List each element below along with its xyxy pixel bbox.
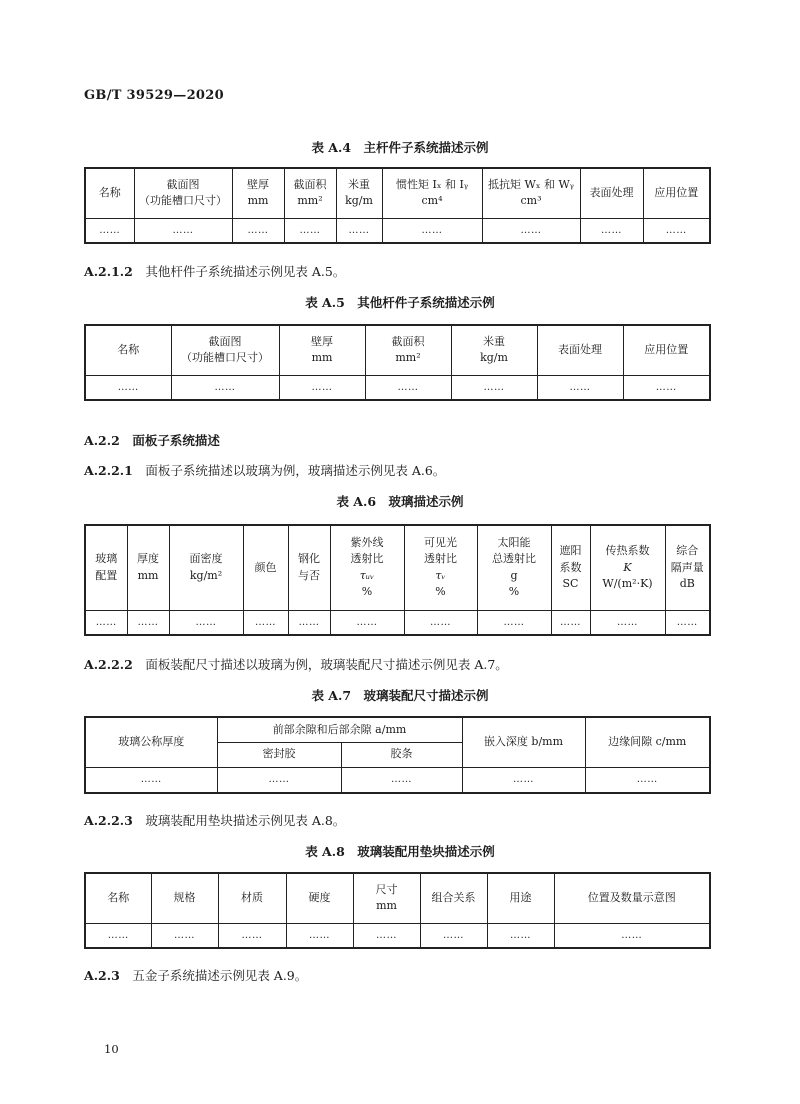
t7-cell: …… <box>462 767 585 793</box>
t7-header-sealant: 密封胶 <box>217 742 341 767</box>
t4-cell: …… <box>85 218 134 243</box>
t4-cell: …… <box>284 218 336 243</box>
table-a8 <box>84 872 711 949</box>
table-a6 <box>84 524 711 636</box>
t5-cell: …… <box>171 375 279 400</box>
t6-cell: …… <box>404 610 477 635</box>
table-a4-caption: 表 A.4 主杆件子系统描述示例 <box>311 140 489 155</box>
t8-cell: …… <box>420 923 487 948</box>
t6-header-sound: 综合 隔声量 dB <box>665 525 710 610</box>
t4-header-section: 截面图 （功能槽口尺寸） <box>134 168 232 218</box>
t6-cell: …… <box>288 610 330 635</box>
t4-cell: …… <box>643 218 710 243</box>
t6-header-density: 面密度 kg/m² <box>169 525 243 610</box>
t6-header-config: 玻璃 配置 <box>85 525 127 610</box>
t6-cell: …… <box>590 610 665 635</box>
para-a2-1-2: A.2.1.2 其他杆件子系统描述示例见表 A.5。 <box>84 264 346 279</box>
standard-number: GB/T 39529—2020 <box>84 88 224 103</box>
t6-cell: …… <box>477 610 551 635</box>
t6-cell: …… <box>85 610 127 635</box>
t4-header-area: 截面积 mm² <box>284 168 336 218</box>
table-row <box>85 610 710 635</box>
t7-header-gasket: 胶条 <box>341 742 462 767</box>
t4-cell: …… <box>232 218 284 243</box>
t4-header-name: 名称 <box>85 168 134 218</box>
t6-header-solar: 太阳能 总透射比 g % <box>477 525 551 610</box>
t8-cell: …… <box>218 923 286 948</box>
table-a5 <box>84 324 711 401</box>
table-a8-caption: 表 A.8 玻璃装配用垫块描述示例 <box>305 844 495 859</box>
t7-header-edge-gap: 边缘间隙 c/mm <box>585 717 710 767</box>
t8-cell: …… <box>487 923 554 948</box>
t4-cell: …… <box>580 218 643 243</box>
para-a2-3: A.2.3 五金子系统描述示例见表 A.9。 <box>84 968 308 983</box>
t6-cell: …… <box>243 610 288 635</box>
t7-cell: …… <box>85 767 217 793</box>
table-a4 <box>84 167 711 244</box>
t8-header-hardness: 硬度 <box>286 873 353 923</box>
t8-header-spec: 规格 <box>151 873 218 923</box>
t5-cell: …… <box>451 375 537 400</box>
t8-cell: …… <box>286 923 353 948</box>
t5-header-name: 名称 <box>85 325 171 375</box>
t8-header-usage: 用途 <box>487 873 554 923</box>
t8-header-material: 材质 <box>218 873 286 923</box>
t5-header-surface: 表面处理 <box>537 325 623 375</box>
t8-cell: …… <box>554 923 710 948</box>
t4-header-position: 应用位置 <box>643 168 710 218</box>
t4-header-surface: 表面处理 <box>580 168 643 218</box>
table-row <box>85 218 710 243</box>
t8-header-size: 尺寸 mm <box>353 873 420 923</box>
para-a2-2-3: A.2.2.3 玻璃装配用垫块描述示例见表 A.8。 <box>84 813 346 828</box>
t5-header-thickness: 壁厚 mm <box>279 325 365 375</box>
t4-cell: …… <box>382 218 482 243</box>
table-row <box>85 767 710 793</box>
t6-cell: …… <box>127 610 169 635</box>
para-a2-2-2: A.2.2.2 面板装配尺寸描述以玻璃为例，玻璃装配尺寸描述示例见表 A.7。 <box>84 657 508 672</box>
table-a5-caption: 表 A.5 其他杆件子系统描述示例 <box>305 295 495 310</box>
t4-header-weight: 米重 kg/m <box>336 168 382 218</box>
t8-header-location: 位置及数量示意图 <box>554 873 710 923</box>
t7-cell: …… <box>341 767 462 793</box>
t5-cell: …… <box>537 375 623 400</box>
table-a6-caption: 表 A.6 玻璃描述示例 <box>336 494 464 509</box>
table-row <box>85 375 710 400</box>
t4-header-modulus: 抵抗矩 Wₓ 和 Wᵧ cm³ <box>482 168 580 218</box>
t5-cell: …… <box>365 375 451 400</box>
t5-header-weight: 米重 kg/m <box>451 325 537 375</box>
t4-header-inertia: 惯性矩 Iₓ 和 Iᵧ cm⁴ <box>382 168 482 218</box>
t6-cell: …… <box>665 610 710 635</box>
t6-cell: …… <box>330 610 404 635</box>
t7-cell: …… <box>585 767 710 793</box>
t8-header-name: 名称 <box>85 873 151 923</box>
t6-header-color: 颜色 <box>243 525 288 610</box>
t5-cell: …… <box>85 375 171 400</box>
t6-header-visible: 可见光 透射比 τᵥ % <box>404 525 477 610</box>
table-row <box>85 923 710 948</box>
t6-cell: …… <box>551 610 590 635</box>
t8-cell: …… <box>151 923 218 948</box>
t4-cell: …… <box>134 218 232 243</box>
t4-cell: …… <box>482 218 580 243</box>
t5-cell: …… <box>623 375 710 400</box>
t6-header-tempered: 钢化 与否 <box>288 525 330 610</box>
t7-cell: …… <box>217 767 341 793</box>
t5-header-position: 应用位置 <box>623 325 710 375</box>
t6-header-shading: 遮阳 系数 SC <box>551 525 590 610</box>
t8-header-combination: 组合关系 <box>420 873 487 923</box>
t4-cell: …… <box>336 218 382 243</box>
t7-header-clearance: 前部余隙和后部余隙 a/mm <box>217 717 462 742</box>
t8-cell: …… <box>85 923 151 948</box>
table-a7 <box>84 716 711 794</box>
para-a2-2-1: A.2.2.1 面板子系统描述以玻璃为例，玻璃描述示例见表 A.6。 <box>84 463 446 478</box>
t5-header-area: 截面积 mm² <box>365 325 451 375</box>
t7-header-embed-depth: 嵌入深度 b/mm <box>462 717 585 767</box>
t6-header-uv: 紫外线 透射比 τᵤᵥ % <box>330 525 404 610</box>
page-number: 10 <box>104 1042 119 1056</box>
table-a7-caption: 表 A.7 玻璃装配尺寸描述示例 <box>311 688 489 703</box>
t5-cell: …… <box>279 375 365 400</box>
t8-cell: …… <box>353 923 420 948</box>
t5-header-section: 截面图 （功能槽口尺寸） <box>171 325 279 375</box>
t6-header-heat: 传热系数 K W/(m²·K) <box>590 525 665 610</box>
t6-cell: …… <box>169 610 243 635</box>
t6-header-thickness: 厚度 mm <box>127 525 169 610</box>
heading-a2-2: A.2.2 面板子系统描述 <box>84 433 220 448</box>
t7-header-nominal-thickness: 玻璃公称厚度 <box>85 717 217 767</box>
t4-header-thickness: 壁厚 mm <box>232 168 284 218</box>
